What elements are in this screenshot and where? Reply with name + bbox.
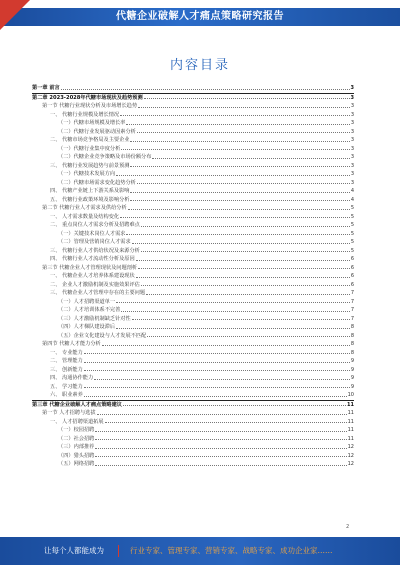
toc-entry[interactable]: [32, 179, 354, 188]
toc-entry-title: 五、 代糖行业政策环境及影响分析: [50, 196, 130, 203]
toc-entry-page: 4: [350, 196, 354, 203]
toc-leader-dots: [138, 268, 350, 269]
toc-entry-title: （四）人才梯队建设滞后: [58, 324, 116, 330]
toc-leader-dots: [123, 405, 346, 406]
toc-leader-dots: [137, 132, 350, 133]
toc-leader-dots: [95, 431, 346, 432]
toc-leader-dots: [120, 217, 350, 218]
toc-entry-page: 7: [350, 298, 354, 305]
toc-leader-dots: [146, 294, 350, 295]
toc-entry-title: （五）企业文化建设与人才发展不匹配: [58, 332, 147, 339]
toc-leader-dots: [116, 302, 350, 303]
toc-entry-page: 5: [350, 205, 354, 211]
toc-entry-title: （三）内部推荐: [58, 444, 95, 450]
toc-entry-title: （一）关键技术岗位人才需求: [58, 230, 126, 237]
footer-slogan-left: 让每个人都能成为: [44, 546, 104, 555]
toc-entry-page: 3: [350, 94, 354, 101]
toc-entry-page: 9: [350, 366, 354, 373]
toc-entry[interactable]: [32, 460, 354, 469]
toc-entry[interactable]: [32, 443, 354, 452]
page-number: 2: [346, 524, 350, 530]
toc-entry[interactable]: [32, 162, 354, 171]
toc-leader-dots: [61, 89, 350, 90]
toc-entry[interactable]: [32, 340, 354, 349]
toc-entry[interactable]: [32, 145, 354, 154]
toc-entry[interactable]: [32, 272, 354, 281]
toc-entry-title: 二、 重点岗位人才需求分析及招聘难点: [50, 222, 140, 228]
toc-entry-title: 三、 代糖行业人才供给状况及来源分析: [50, 247, 140, 254]
toc-entry[interactable]: [32, 426, 354, 435]
toc-leader-dots: [102, 345, 350, 346]
toc-entry[interactable]: [32, 238, 354, 247]
toc-entry-page: 6: [350, 281, 354, 288]
toc-leader-dots: [128, 209, 350, 210]
toc-entry-title: （一）代糖技术发展方向: [58, 171, 116, 177]
toc-entry[interactable]: [32, 264, 354, 273]
toc-entry[interactable]: [32, 298, 354, 307]
toc-leader-dots: [152, 158, 349, 159]
toc-entry[interactable]: [32, 306, 354, 315]
toc-entry-title: 四、 代糖行业人才流动性分析及原因: [50, 256, 135, 262]
toc-leader-dots: [84, 387, 350, 388]
toc-entry-title: 二、 管理能力: [50, 358, 83, 364]
toc-entry[interactable]: [32, 230, 354, 239]
toc-entry[interactable]: [32, 213, 354, 222]
toc-leader-dots: [126, 234, 349, 235]
toc-entry[interactable]: [32, 332, 354, 341]
toc-leader-dots: [121, 149, 350, 150]
toc-leader-dots: [141, 226, 350, 227]
toc-entry-page: 9: [350, 358, 354, 364]
toc-entry-page: 10: [347, 392, 354, 398]
toc-entry[interactable]: [32, 221, 354, 230]
toc-entry-title: （四）猎头招聘: [58, 452, 95, 459]
page-footer: [0, 537, 400, 565]
toc-entry-page: 9: [350, 375, 354, 381]
toc-leader-dots: [130, 200, 349, 201]
toc-leader-dots: [121, 311, 350, 312]
toc-leader-dots: [144, 98, 350, 99]
toc-leader-dots: [95, 448, 346, 449]
toc-entry[interactable]: [32, 111, 354, 120]
toc-entry-page: 3: [350, 103, 354, 109]
toc-entry-title: 五、 学习能力: [50, 383, 83, 390]
toc-entry-page: 11: [347, 418, 354, 425]
toc-leader-dots: [95, 439, 346, 440]
toc-leader-dots: [141, 251, 350, 252]
toc-entry-title: 第二节 代糖行业人才需求及供给分析: [42, 205, 127, 211]
toc-leader-dots: [95, 456, 346, 457]
toc-entry[interactable]: [32, 84, 354, 93]
toc-leader-dots: [120, 115, 350, 116]
toc-entry-page: 3: [350, 179, 354, 186]
toc-entry[interactable]: [32, 93, 354, 103]
toc-entry[interactable]: [32, 357, 354, 366]
toc-entry-title: （二）社会招聘: [58, 435, 95, 442]
toc-entry-title: 第一章 前言: [32, 85, 60, 91]
toc-entry-title: 一、 人才招聘渠道拓展: [50, 418, 104, 425]
toc-entry-page: 6: [350, 264, 354, 271]
toc-entry-title: 第四节 代糖人才能力分析: [42, 341, 101, 347]
toc-entry-page: 3: [350, 128, 354, 135]
toc-entry-page: 3: [350, 154, 354, 160]
toc-entry-page: 7: [350, 315, 354, 322]
toc-entry-page: 5: [350, 247, 354, 254]
toc-entry-title: （三）人才激励机制缺乏针对性: [58, 315, 131, 322]
toc-entry[interactable]: [32, 435, 354, 444]
toc-entry-page: 11: [347, 427, 354, 433]
toc-entry[interactable]: [32, 366, 354, 375]
toc-entry-title: （一）代糖市场规模及增长率: [58, 120, 126, 126]
toc-entry-title: （一）人才招聘渠道单一: [58, 298, 116, 305]
table-of-contents: [32, 84, 354, 469]
toc-entry-title: 一、 专业能力: [50, 349, 83, 356]
toc-entry-page: 5: [350, 239, 354, 245]
toc-entry-page: 7: [350, 307, 354, 313]
toc-leader-dots: [126, 124, 349, 125]
toc-entry[interactable]: [32, 102, 354, 111]
toc-entry-page: 8: [350, 341, 354, 347]
toc-entry-title: 一、 人才需求数量及结构变化: [50, 213, 120, 220]
toc-leader-dots: [94, 379, 350, 380]
toc-entry[interactable]: [32, 315, 354, 324]
toc-entry-title: 三、 代糖企业人才管理中存在的主要问题: [50, 290, 146, 296]
toc-entry-page: 11: [347, 410, 354, 416]
toc-leader-dots: [132, 319, 350, 320]
toc-leader-dots: [84, 353, 350, 354]
toc-entry-title: 第一节 人才招聘与选拔: [42, 410, 96, 416]
toc-entry-title: （二）代糖企业竞争策略及市场份额分布: [58, 154, 152, 160]
toc-entry[interactable]: [32, 204, 354, 213]
toc-entry-title: （五）网络招聘: [58, 461, 95, 467]
toc-entry-page: 8: [350, 349, 354, 356]
toc-entry[interactable]: [32, 383, 354, 392]
toc-entry[interactable]: [32, 255, 354, 264]
toc-entry-title: 一、 代糖行业规模及增长情况: [50, 111, 120, 118]
toc-entry-page: 7: [350, 290, 354, 296]
toc-entry-title: 三、 代糖行业发展趋势与前景预测: [50, 162, 130, 169]
footer-divider: [118, 545, 119, 557]
toc-entry-title: （二）人才培训体系不完善: [58, 307, 121, 313]
toc-entry[interactable]: [32, 374, 354, 383]
toc-entry-page: 3: [350, 162, 354, 169]
toc-entry-title: 第一节 代糖行业现状分析及市场增长趋势: [42, 103, 138, 109]
toc-leader-dots: [116, 175, 350, 176]
toc-leader-dots: [137, 183, 350, 184]
toc-entry[interactable]: [32, 409, 354, 418]
toc-entry[interactable]: [32, 128, 354, 137]
toc-entry-title: （二）管理及营销岗位人才需求: [58, 239, 131, 245]
toc-leader-dots: [138, 107, 350, 108]
toc-entry-title: 第三章 代糖企业破解人才痛点策略建议: [32, 401, 122, 408]
toc-entry-page: 9: [350, 383, 354, 390]
toc-entry[interactable]: [32, 289, 354, 298]
toc-entry-title: 第二章 2023-2028年代糖市场现状及趋势预测: [32, 94, 143, 101]
toc-leader-dots: [84, 370, 350, 371]
toc-entry[interactable]: [32, 119, 354, 128]
toc-entry[interactable]: [32, 418, 354, 427]
toc-entry[interactable]: [32, 170, 354, 179]
toc-entry-page: 5: [350, 222, 354, 228]
toc-heading: 内容目录: [169, 58, 230, 73]
toc-entry-page: 3: [350, 111, 354, 118]
toc-leader-dots: [116, 328, 350, 329]
toc-leader-dots: [130, 141, 349, 142]
toc-leader-dots: [95, 465, 346, 466]
toc-entry[interactable]: [32, 349, 354, 358]
toc-entry-page: 11: [347, 435, 354, 442]
toc-entry-page: 12: [347, 444, 354, 450]
toc-leader-dots: [130, 166, 349, 167]
toc-entry-title: （一）代糖行业集中度分析: [58, 145, 121, 152]
toc-leader-dots: [141, 285, 350, 286]
toc-entry-page: 3: [350, 120, 354, 126]
toc-entry-page: 3: [350, 145, 354, 152]
toc-entry-title: 二、 企业人才激励机制及实施效果评估: [50, 281, 140, 288]
toc-entry-page: 8: [350, 324, 354, 330]
toc-entry-page: 3: [350, 171, 354, 177]
toc-entry[interactable]: [32, 281, 354, 290]
toc-entry-page: 8: [350, 332, 354, 339]
toc-entry[interactable]: [32, 452, 354, 461]
toc-entry-page: 12: [347, 452, 354, 459]
toc-leader-dots: [147, 336, 350, 337]
report-title: 代糖企业破解人才痛点策略研究报告: [116, 11, 284, 22]
toc-entry[interactable]: [32, 153, 354, 162]
toc-entry-title: （二）代糖市场需求变化趋势分析: [58, 179, 136, 186]
toc-entry-page: 6: [350, 273, 354, 279]
toc-entry[interactable]: [32, 391, 354, 400]
toc-leader-dots: [84, 396, 347, 397]
toc-entry[interactable]: [32, 400, 354, 410]
toc-entry-page: 5: [350, 230, 354, 237]
toc-entry-page: 6: [350, 256, 354, 262]
toc-entry-title: 四、 代糖产业链上下游关系及影响: [50, 188, 130, 194]
toc-entry-page: 12: [347, 461, 354, 467]
toc-entry-page: 3: [350, 137, 354, 143]
toc-leader-dots: [130, 192, 349, 193]
toc-entry-title: 四、 沟通协作能力: [50, 375, 94, 381]
toc-entry-page: 3: [350, 85, 354, 91]
toc-entry-page: 4: [350, 188, 354, 194]
toc-entry-title: （二）代糖行业发展驱动因素分析: [58, 128, 136, 135]
toc-entry-title: 六、 职业素养: [50, 392, 83, 398]
toc-entry-title: 二、 代糖市场竞争格局及主要企业: [50, 137, 130, 143]
toc-entry-page: 5: [350, 213, 354, 220]
toc-entry-page: 11: [347, 401, 354, 408]
toc-leader-dots: [97, 414, 347, 415]
toc-entry[interactable]: [32, 196, 354, 205]
toc-leader-dots: [136, 260, 350, 261]
toc-entry-title: 一、 代糖企业人才培养体系建设现状: [50, 273, 135, 279]
toc-entry[interactable]: [32, 136, 354, 145]
toc-entry-title: 三、 创新能力: [50, 366, 83, 373]
toc-leader-dots: [105, 422, 347, 423]
toc-entry[interactable]: [32, 323, 354, 332]
toc-entry-title: （一）校园招聘: [58, 427, 95, 433]
toc-leader-dots: [136, 277, 350, 278]
toc-entry[interactable]: [32, 187, 354, 196]
toc-leader-dots: [84, 362, 350, 363]
page-header: [0, 0, 400, 32]
toc-leader-dots: [132, 243, 350, 244]
toc-entry-title: 第三节 代糖企业人才管理现状及问题剖析: [42, 264, 138, 271]
footer-slogan-right: 行业专家、管理专家、营销专家、战略专家、成功企业家……: [130, 546, 333, 555]
toc-entry[interactable]: [32, 247, 354, 256]
